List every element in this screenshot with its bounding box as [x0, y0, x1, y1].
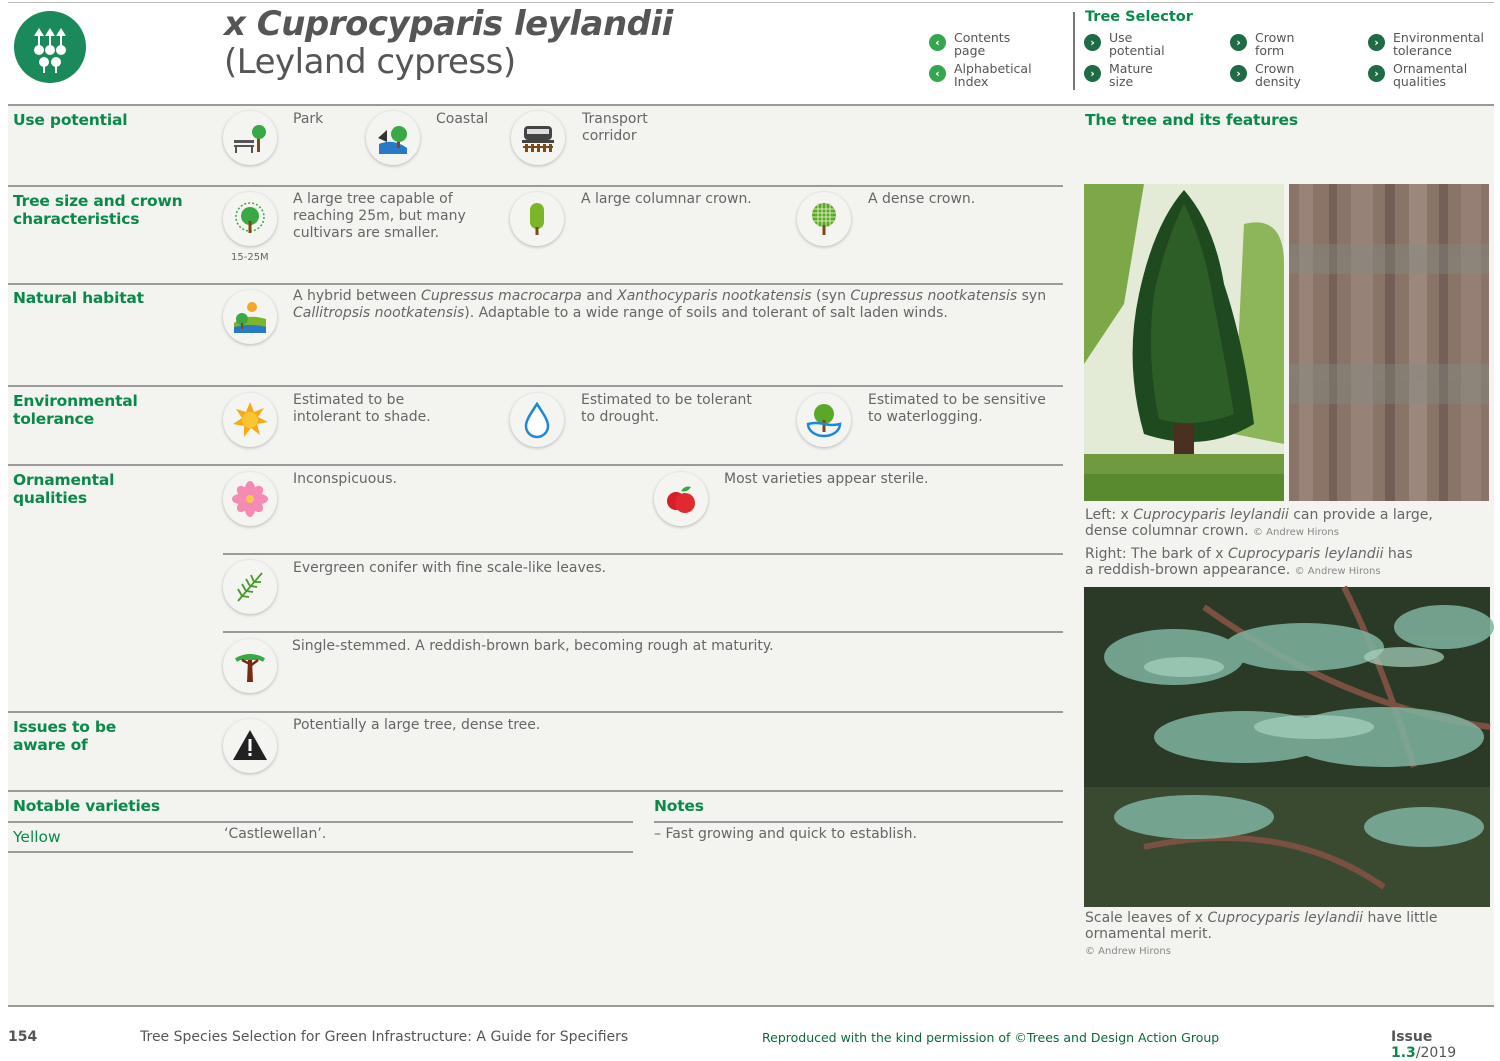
- alphabetical-index-link[interactable]: ‹ Alphabetical Index: [929, 62, 1032, 88]
- waterlogging-text: Estimated to be sensitive to waterlogging.: [868, 392, 1046, 425]
- section-rule: [8, 790, 1063, 792]
- caption-right-photo: Right: The bark of x Cuprocyparis leylandii has a reddish-brown appearance. © Andrew Hirons: [1085, 546, 1413, 578]
- selector-crown-form[interactable]: › Crown form: [1230, 31, 1294, 57]
- bark-stem-icon: [223, 639, 277, 693]
- water-drop-icon: [510, 393, 564, 447]
- ornamental-qualities-label: Ornamental qualities: [13, 471, 115, 507]
- features-title: The tree and its features: [1085, 111, 1298, 129]
- varieties-rule: [8, 821, 633, 823]
- logo-icon: [12, 10, 88, 84]
- dense-crown-icon: [797, 192, 851, 246]
- issues-text: Potentially a large tree, dense tree.: [293, 717, 541, 733]
- section-rule: [8, 385, 1063, 387]
- fruit-icon: [654, 472, 708, 526]
- footer-rule: [8, 1005, 1494, 1007]
- issues-label: Issues to be aware of: [13, 718, 117, 754]
- sub-rule: [223, 631, 1063, 633]
- selector-crown-density[interactable]: › Crown density: [1230, 62, 1301, 88]
- drought-tolerance-text: Estimated to be tolerant to drought.: [581, 392, 752, 425]
- habitat-text: A hybrid between Cupressus macrocarpa and Xanthocyparis nootkatensis (syn Cupressus nootkatensis syn Callitropsis nootkatensis). Adaptable to a wide range of soils and tolerant of salt laden winds.: [293, 288, 1047, 321]
- crown-form-text: A large columnar crown.: [581, 191, 752, 207]
- top-rule: [8, 2, 1494, 3]
- use-potential-label: Use potential: [13, 111, 128, 129]
- crown-density-text: A dense crown.: [868, 191, 976, 207]
- environmental-tolerance-label: Environmental tolerance: [13, 392, 138, 428]
- varieties-bottom-rule: [8, 851, 633, 853]
- caption-left-photo: Left: x Cuprocyparis leylandii can provide a large, dense columnar crown. © Andrew Hirons: [1085, 507, 1433, 539]
- section-rule: [8, 711, 1063, 713]
- sun-icon: [223, 393, 277, 447]
- selector-ornamental-qualities[interactable]: › Ornamental qualities: [1368, 62, 1467, 88]
- sub-rule: [223, 553, 1063, 555]
- tree-size-label: Tree size and crown characteristics: [13, 192, 183, 228]
- fruit-text: Most varieties appear sterile.: [724, 471, 929, 487]
- park-bench-icon: [223, 111, 277, 165]
- waterlogging-icon: [797, 393, 851, 447]
- chevron-right-icon: ›: [1230, 65, 1247, 82]
- columnar-crown-icon: [510, 192, 564, 246]
- flower-text: Inconspicuous.: [293, 471, 397, 487]
- coastal-label: Coastal: [436, 111, 489, 127]
- leaves-photo: [1084, 587, 1490, 907]
- section-rule: [8, 185, 1063, 187]
- caption-leaves-photo: Scale leaves of x Cuprocyparis leylandii have little ornamental merit. © Andrew Hirons: [1085, 910, 1438, 957]
- transport-corridor-label: Transport corridor: [582, 111, 648, 144]
- selector-mature-size[interactable]: › Mature size: [1084, 62, 1153, 88]
- guide-title: Tree Species Selection for Green Infrastructure: A Guide for Specifiers: [140, 1029, 629, 1045]
- size-tag: 15-25M: [231, 252, 269, 263]
- common-name-title: (Leyland cypress): [224, 42, 516, 82]
- bark-photo: [1289, 184, 1489, 501]
- transport-corridor-icon: [511, 111, 565, 165]
- chevron-right-icon: ›: [1368, 65, 1385, 82]
- species-title: x Cuprocyparis leylandii: [224, 4, 673, 44]
- chevron-left-icon: ‹: [929, 34, 946, 51]
- shade-tolerance-text: Estimated to be intolerant to shade.: [293, 392, 431, 425]
- issue-number: Issue 1.3/2019: [1391, 1029, 1457, 1061]
- park-label: Park: [293, 111, 324, 127]
- warning-icon: [223, 719, 277, 773]
- tree-size-icon: [223, 192, 277, 246]
- selector-environmental-tolerance[interactable]: › Environmental tolerance: [1368, 31, 1484, 57]
- coastal-icon: [366, 111, 420, 165]
- tree-photo: [1084, 184, 1284, 501]
- header-divider: [1073, 12, 1075, 90]
- section-rule: [8, 283, 1063, 285]
- bark-text: Single-stemmed. A reddish-brown bark, becoming rough at maturity.: [292, 638, 774, 654]
- chevron-right-icon: ›: [1084, 34, 1101, 51]
- leaf-icon: [223, 560, 277, 614]
- page-number: 154: [8, 1029, 38, 1045]
- flower-icon: [223, 472, 277, 526]
- contents-page-link[interactable]: ‹ Contents page: [929, 31, 1010, 57]
- chevron-right-icon: ›: [1084, 65, 1101, 82]
- permission-text: Reproduced with the kind permission of ©Trees and Design Action Group: [762, 1030, 1220, 1045]
- leaf-text: Evergreen conifer with fine scale-like leaves.: [293, 560, 607, 576]
- habitat-landscape-icon: [223, 290, 277, 344]
- chevron-right-icon: ›: [1230, 34, 1247, 51]
- natural-habitat-label: Natural habitat: [13, 289, 144, 307]
- variety-name: Yellow: [13, 828, 61, 846]
- selector-use-potential[interactable]: › Use potential: [1084, 31, 1165, 57]
- tree-size-text: A large tree capable of reaching 25m, but many cultivars are smaller.: [293, 191, 466, 241]
- notes-text: – Fast growing and quick to establish.: [654, 826, 917, 842]
- notes-rule: [654, 821, 1063, 823]
- chevron-right-icon: ›: [1368, 34, 1385, 51]
- tree-selector-title: Tree Selector: [1085, 9, 1193, 25]
- variety-value: ‘Castlewellan’.: [224, 826, 327, 842]
- chevron-left-icon: ‹: [929, 65, 946, 82]
- notes-label: Notes: [654, 797, 704, 815]
- section-rule: [8, 464, 1063, 466]
- notable-varieties-label: Notable varieties: [13, 797, 160, 815]
